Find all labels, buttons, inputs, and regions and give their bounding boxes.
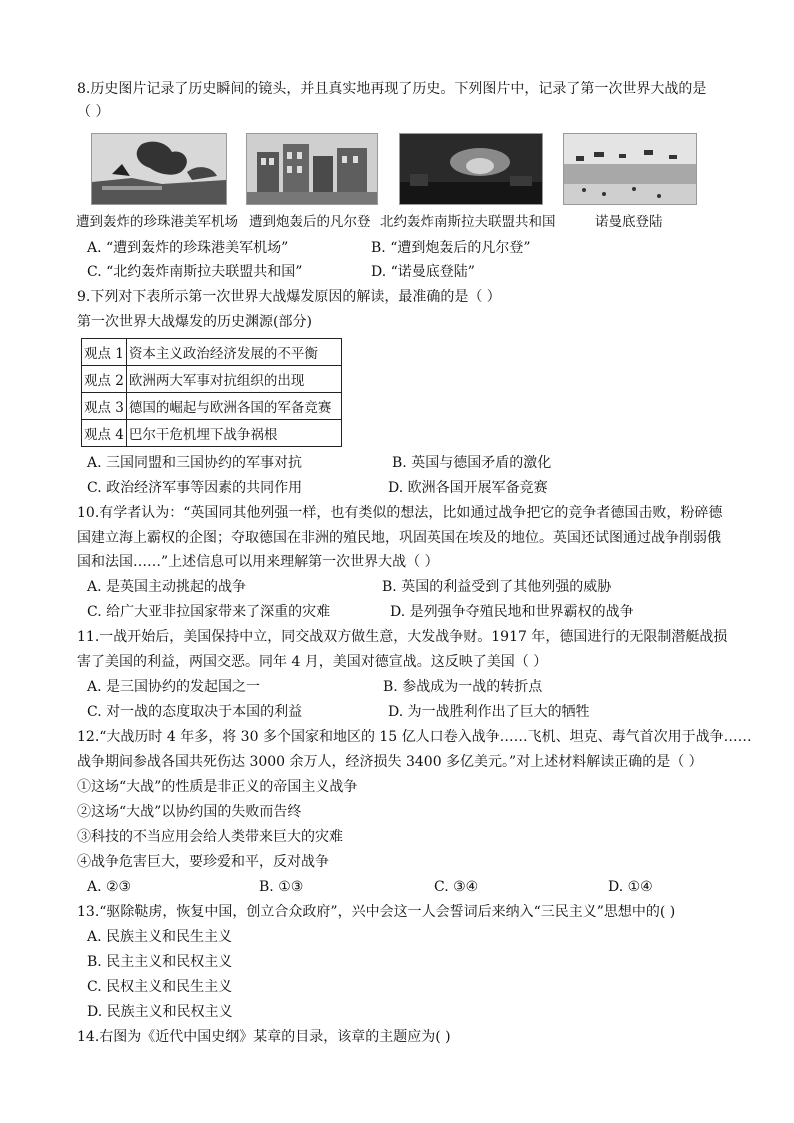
q10-option-c[interactable]: C. 给广大亚非拉国家带来了深重的灾难 — [87, 604, 331, 620]
q11-option-a[interactable]: A. 是三国协约的发起国之一 — [87, 679, 261, 695]
q8-stem-line1: 8.历史图片记录了历史瞬间的镜头，并且真实地再现了历史。下列图片中，记录了第一次世界大战的是 — [77, 81, 707, 97]
q12-statement-3: ③科技的不当应用会给人类带来巨大的灾难 — [77, 829, 343, 845]
q8-option-c[interactable]: C. “北约轰炸南斯拉夫联盟共和国” — [87, 264, 303, 280]
row-value: 巴尔干危机埋下战争祸根 — [126, 420, 341, 447]
q9-option-c[interactable]: C. 政治经济军事等因素的共同作用 — [87, 480, 303, 496]
table-row — [82, 420, 342, 447]
q13-option-c[interactable]: C. 民权主义和民生主义 — [87, 979, 233, 995]
table-row — [82, 339, 342, 366]
q12-option-c[interactable]: C. ③④ — [434, 879, 479, 895]
q10-stem-line1: 10.有学者认为：“英国同其他列强一样，也有类似的想法，比如通过战争把它的竞争者德国击败，粉碎德 — [77, 505, 723, 521]
q10-option-d[interactable]: D. 是列强争夺殖民地和世界霸权的战争 — [390, 604, 634, 620]
q10-stem-line3: 国和法国……”上述信息可以用来理解第一次世界大战（ ） — [77, 554, 439, 570]
q13-stem: 13.“驱除鞑虏，恢复中国，创立合众政府”，兴中会这一人会誓词后来纳入“三民主义”思想中的( ) — [77, 904, 676, 920]
row-label: 观点 4 — [82, 420, 127, 447]
q13-option-a[interactable]: A. 民族主义和民生主义 — [87, 929, 233, 945]
table-row — [82, 366, 342, 393]
row-value: 欧洲两大军事对抗组织的出现 — [126, 366, 341, 393]
q9-table-title: 第一次世界大战爆发的历史渊源(部分) — [77, 314, 312, 330]
verdun-photo — [246, 133, 378, 205]
q8-option-a[interactable]: A. “遭到轰炸的珍珠港美军机场” — [87, 240, 289, 256]
row-label: 观点 3 — [82, 393, 127, 420]
q8-option-b[interactable]: B. “遭到炮轰后的凡尔登” — [371, 240, 531, 256]
caption-normandy: 诺曼底登陆 — [595, 214, 663, 230]
q11-stem-line1: 11.一战开始后，美国保持中立，同交战双方做生意，大发战争财。1917 年，德国进行的无限制潜艇战损 — [77, 629, 728, 645]
war-causes-table — [81, 338, 342, 447]
q9-option-d[interactable]: D. 欧洲各国开展军备竞赛 — [388, 480, 548, 496]
q12-statement-4: ④战争危害巨大，要珍爱和平，反对战争 — [77, 854, 329, 870]
q9-option-b[interactable]: B. 英国与德国矛盾的激化 — [392, 455, 552, 471]
q14-stem: 14.右图为《近代中国史纲》某章的目录，该章的主题应为( ) — [77, 1029, 451, 1045]
q12-statement-1: ①这场“大战”的性质是非正义的帝国主义战争 — [77, 779, 358, 795]
normandy-landing-photo — [563, 133, 697, 205]
q13-option-b[interactable]: B. 民主主义和民权主义 — [87, 954, 233, 970]
q10-option-b[interactable]: B. 英国的利益受到了其他列强的威胁 — [382, 579, 612, 595]
pearl-harbor-photo — [91, 133, 227, 205]
q9-option-a[interactable]: A. 三国同盟和三国协约的军事对抗 — [87, 455, 303, 471]
q10-option-a[interactable]: A. 是英国主动挑起的战争 — [87, 579, 247, 595]
q11-option-d[interactable]: D. 为一战胜利作出了巨大的牺牲 — [388, 704, 590, 720]
belgrade-bombing-photo — [399, 133, 543, 205]
q8-stem-line2: （ ） — [77, 104, 110, 120]
q9-stem: 9.下列对下表所示第一次世界大战爆发原因的解读，最准确的是（ ） — [77, 289, 501, 305]
caption-verdun: 遭到炮轰后的凡尔登 — [249, 214, 371, 230]
table-row — [82, 393, 342, 420]
q12-option-d[interactable]: D. ①④ — [608, 879, 653, 895]
q8-option-d[interactable]: D. “诺曼底登陆” — [371, 264, 475, 280]
row-value: 德国的崛起与欧洲各国的军备竞赛 — [126, 393, 341, 420]
q11-option-b[interactable]: B. 参战成为一战的转折点 — [383, 679, 543, 695]
row-label: 观点 1 — [82, 339, 127, 366]
q11-stem-line2: 害了美国的利益，两国交恶。同年 4 月，美国对德宣战。这反映了美国（ ） — [77, 654, 548, 670]
q12-stem-line1: 12.“大战历时 4 年多，将 30 多个国家和地区的 15 亿人口卷入战争……飞机、坦克、毒气首次用于战争…… — [77, 729, 752, 745]
q12-stem-line2: 战争期间参战各国共死伤达 3000 余万人，经济损失 3400 多亿美元。”对上述材料解读正确的是（ ） — [77, 754, 703, 770]
q12-statement-2: ②这场“大战”以协约国的失败而告终 — [77, 804, 302, 820]
q13-option-d[interactable]: D. 民族主义和民权主义 — [87, 1004, 233, 1020]
caption-belgrade: 北约轰炸南斯拉夫联盟共和国 — [380, 214, 556, 230]
q12-option-a[interactable]: A. ②③ — [87, 879, 132, 895]
row-label: 观点 2 — [82, 366, 127, 393]
caption-pearl-harbor: 遭到轰炸的珍珠港美军机场 — [76, 214, 238, 230]
q11-option-c[interactable]: C. 对一战的态度取决于本国的利益 — [87, 704, 303, 720]
q12-option-b[interactable]: B. ①③ — [259, 879, 304, 895]
q10-stem-line2: 国建立海上霸权的企图；夺取德国在非洲的殖民地，巩固英国在埃及的地位。英国还试图通过战争削弱俄 — [77, 530, 721, 546]
row-value: 资本主义政治经济发展的不平衡 — [126, 339, 341, 366]
